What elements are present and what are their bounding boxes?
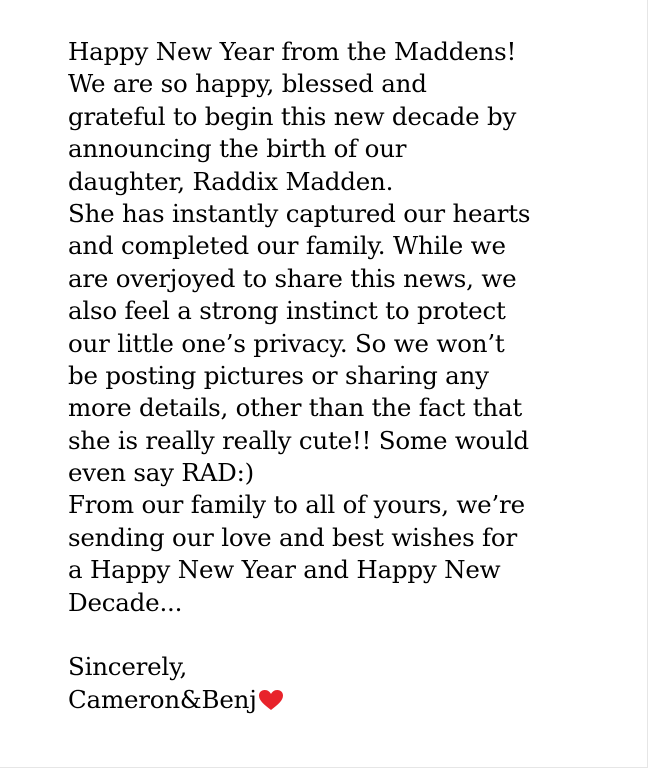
letter-line: daughter, Raddix Madden.	[68, 166, 394, 196]
blank-line	[68, 619, 638, 651]
closing-text: Sincerely,	[68, 652, 188, 682]
signature-text: Cameron&Benj	[68, 684, 257, 714]
letter-line: Happy New Year from the Maddens!	[68, 37, 517, 66]
letter-line: even say RAD:)	[68, 458, 255, 488]
letter-line: She has instantly captured our hearts	[68, 198, 531, 228]
red-heart-icon	[258, 689, 284, 711]
letter-line: be posting pictures or sharing any	[68, 360, 489, 390]
letter-line: a Happy New Year and Happy New	[68, 555, 501, 585]
letter-line: We are so happy, blessed and	[68, 69, 427, 99]
letter-line: also feel a strong instinct to protect	[68, 296, 506, 326]
letter-line: Decade...	[68, 587, 183, 617]
letter-line: our little one’s privacy. So we won’t	[68, 328, 505, 358]
letter-line: and completed our family. While we	[68, 231, 506, 261]
letter-body	[68, 36, 638, 716]
signature-line	[68, 684, 638, 716]
letter-line: she is really really cute!! Some would	[68, 425, 529, 455]
letter-line: are overjoyed to share this news, we	[68, 263, 517, 293]
letter-line: more details, other than the fact that	[68, 393, 523, 423]
letter-line: announcing the birth of our	[68, 134, 407, 164]
letter-line: grateful to begin this new decade by	[68, 101, 517, 131]
letter-line: From our family to all of yours, we’re	[68, 490, 525, 520]
letter-line: sending our love and best wishes for	[68, 522, 517, 552]
